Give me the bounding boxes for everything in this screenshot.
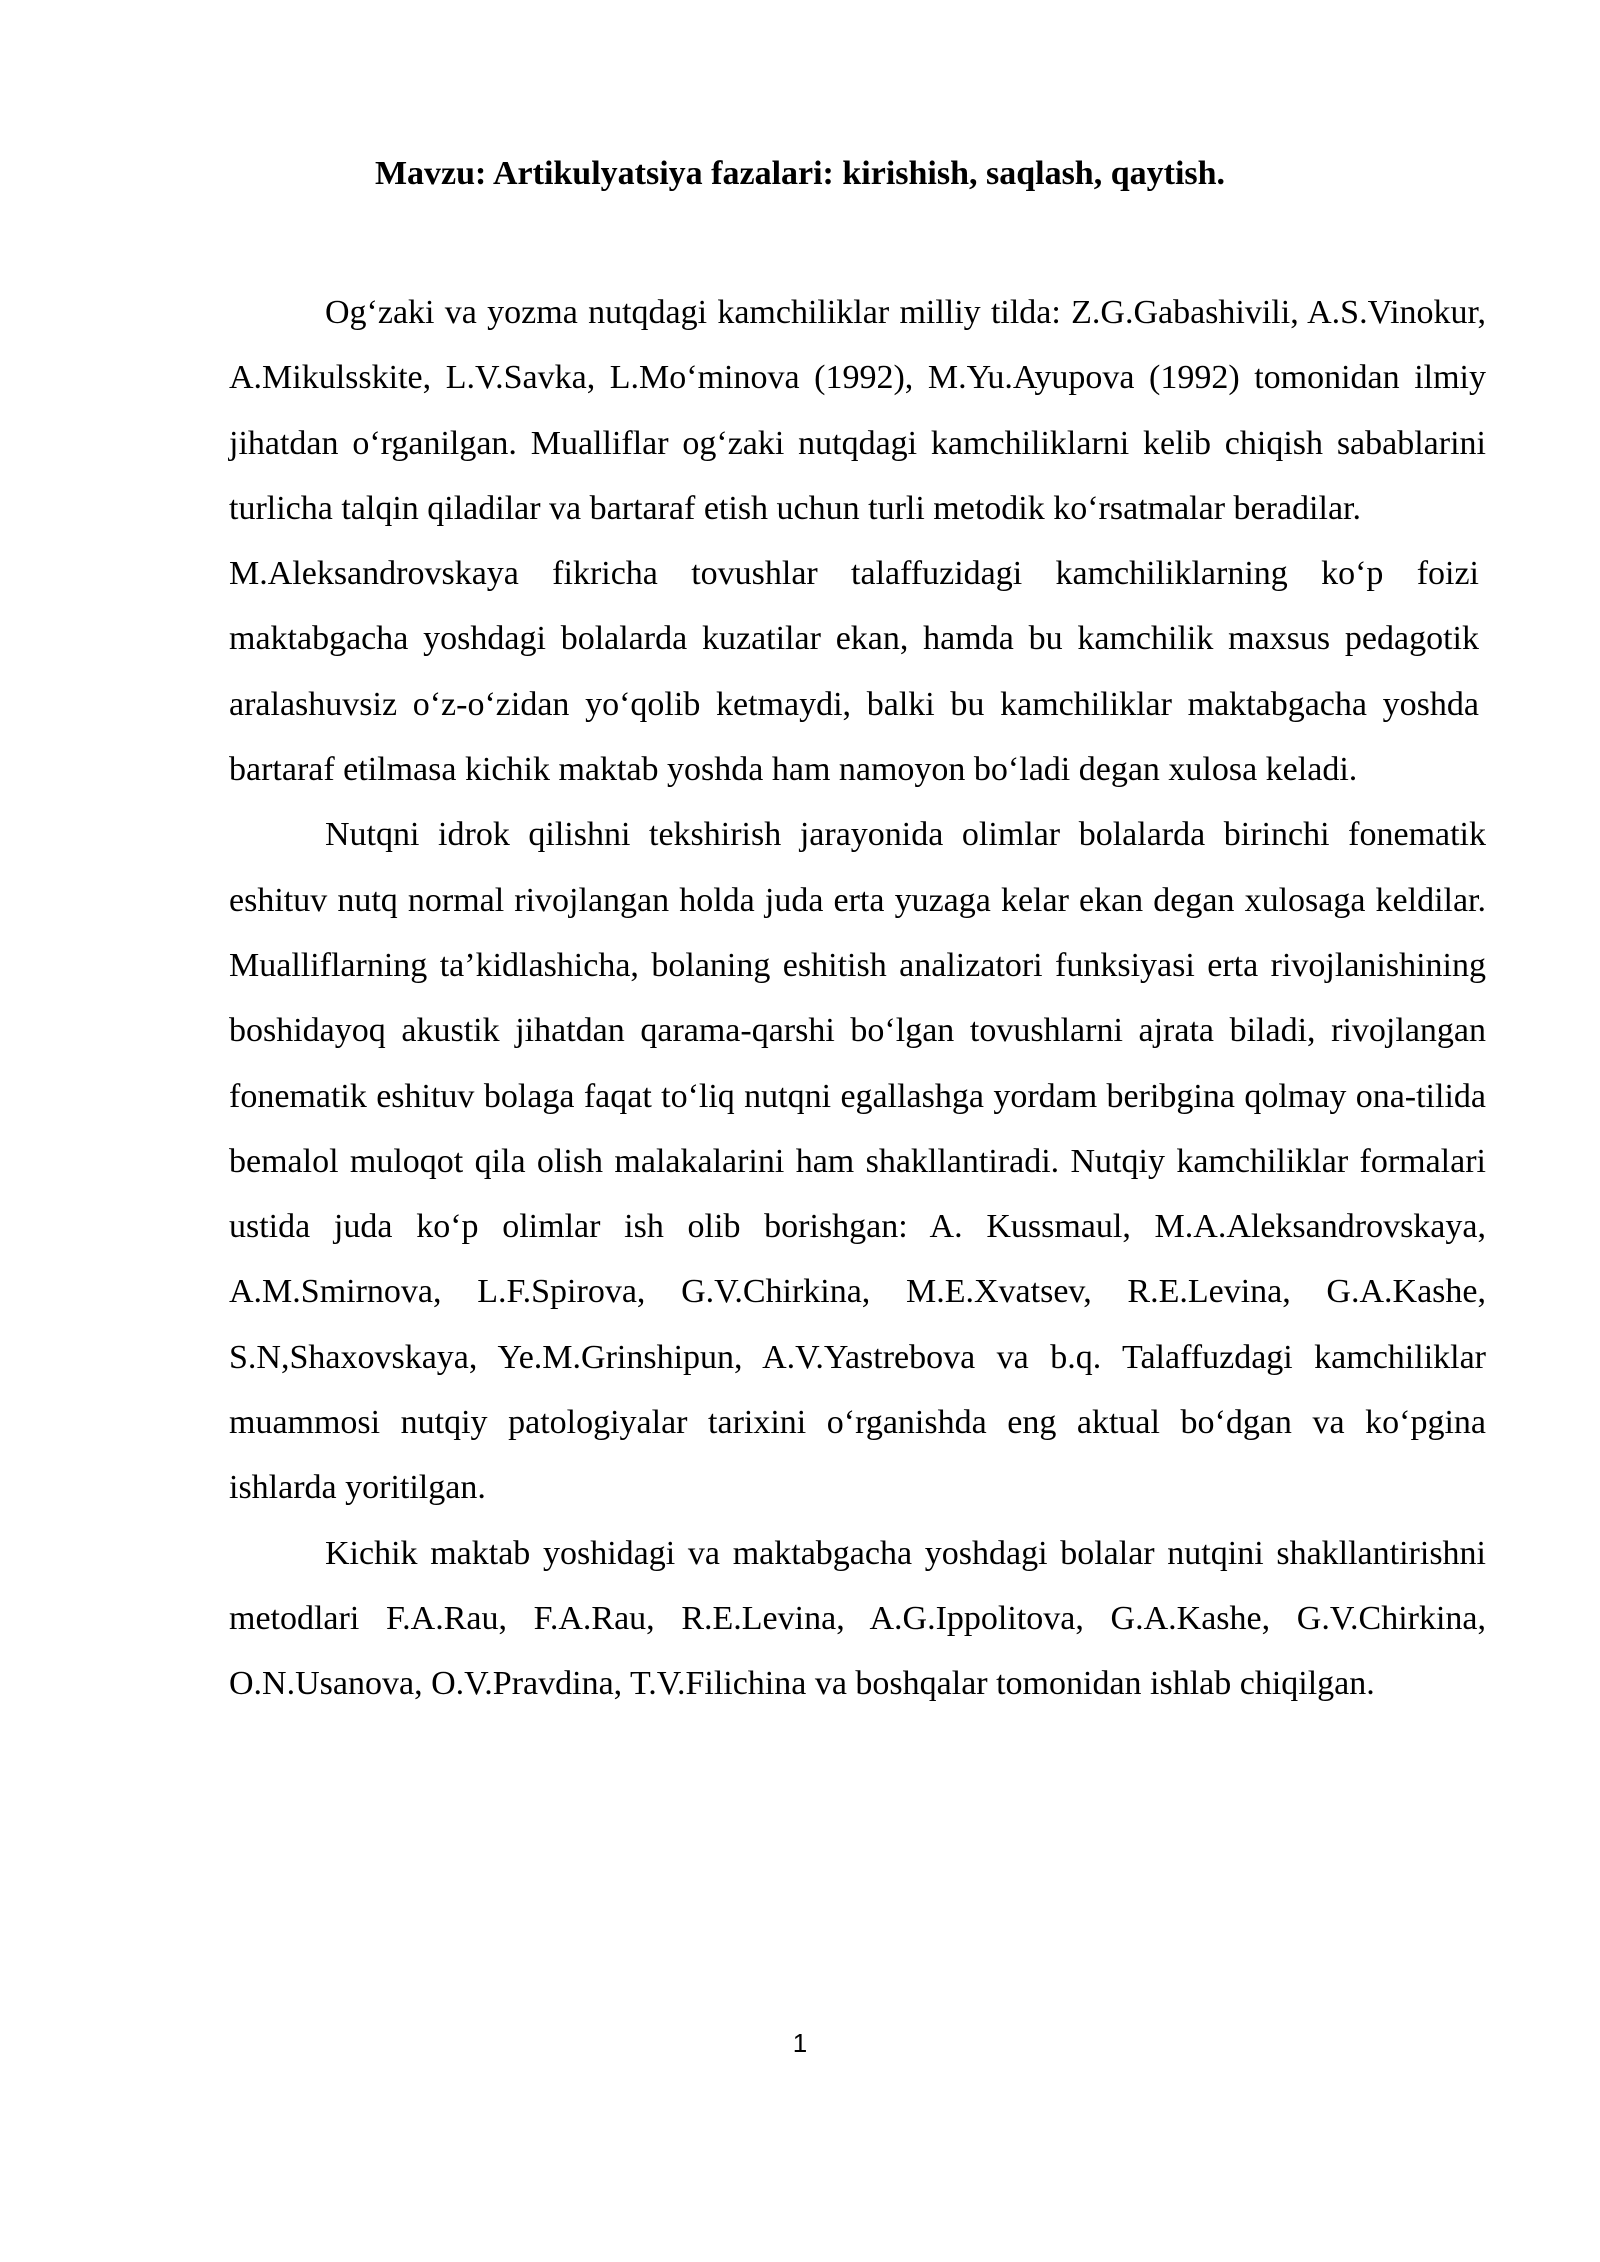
paragraph-3: Nutqni idrok qilishni tekshirish jarayonida olimlar bolalarda birinchi fonematik eshituv nutq normal rivojlangan holda juda erta yuzaga kelar ekan degan xulosaga keldilar. Mualliflarning ta’kidlashicha, bolaning eshitish analizatori funksiyasi erta rivojlanishining boshidayoq akustik jihatdan qarama-qarshi bo‘lgan tovushlarni ajrata biladi, rivojlangan fonematik eshituv bolaga faqat to‘liq nutqni egallashga yordam beribgina qolmay ona-tilida bemalol muloqot qila olish malakalarini ham shakllantiradi. Nutqiy kamchiliklar formalari ustida juda ko‘p olimlar ish olib borishgan: A. Kussmaul, M.A.Aleksandrovskaya, A.M.Smirnova, L.F.Spirova, G.V.Chirkina, M.E.Xvatsev, R.E.Levina, G.A.Kashe, S.N,Shaxovskaya, Ye.M.Grinshipun, A.V.Yastrebova va b.q. Talaffuzdagi kamchiliklar muammosi nutqiy patologiyalar tarixini o‘rganishda eng aktual bo‘dgan va ko‘pgina ishlarda yoritilgan. [229, 816, 1486, 1507]
paragraph-4: Kichik maktab yoshidagi va maktabgacha yoshdagi bolalar nutqini shakllantirishni metodlari F.A.Rau, F.A.Rau, R.E.Levina, A.G.Ippolitova, G.A.Kashe, G.V.Chirkina, O.N.Usanova, O.V.Pravdina, T.V.Filichina va boshqalar tomonidan ishlab chiqilgan. [229, 1534, 1486, 1703]
page-number: 1 [792, 2028, 808, 2058]
paragraph-1: Og‘zaki va yozma nutqdagi kamchiliklar milliy tilda: Z.G.Gabashivili, A.S.Vinokur, A.Mikulsskite, L.V.Savka, L.Mo‘minova (1992), M.Yu.Ayupova (1992) tomonidan ilmiy jihatdan o‘rganilgan. Mualliflar og‘zaki nutqdagi kamchiliklarni kelib chiqish sabablarini turlicha talqin qiladilar va bartaraf etish uchun turli metodik ko‘rsatmalar beradilar. [229, 294, 1486, 527]
document-title: Mavzu: Artikulyatsiya fazalari: kirishish, saqlash, qaytish. [374, 155, 1226, 192]
document-body [229, 280, 1486, 1717]
paragraph-2: M.Aleksandrovskaya fikricha tovushlar talaffuzidagi kamchiliklarning ko‘p foizi maktabgacha yoshdagi bolalarda kuzatilar ekan, hamda bu kamchilik maxsus pedagotik aralashuvsiz o‘z-o‘zidan yo‘qolib ketmaydi, balki bu kamchiliklar maktabgacha yoshda bartaraf etilmasa kichik maktab yoshda ham namoyon bo‘ladi degan xulosa keladi. [229, 555, 1479, 789]
